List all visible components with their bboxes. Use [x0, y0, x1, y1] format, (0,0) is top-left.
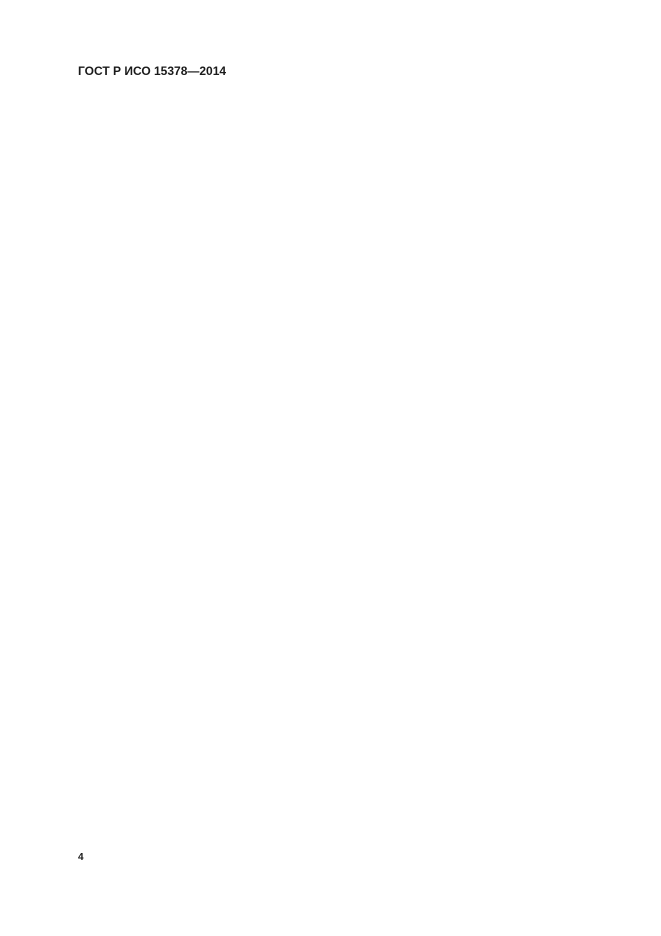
page-header: ГОСТ Р ИСО 15378—2014	[78, 64, 227, 78]
page-number: 4	[78, 852, 84, 863]
